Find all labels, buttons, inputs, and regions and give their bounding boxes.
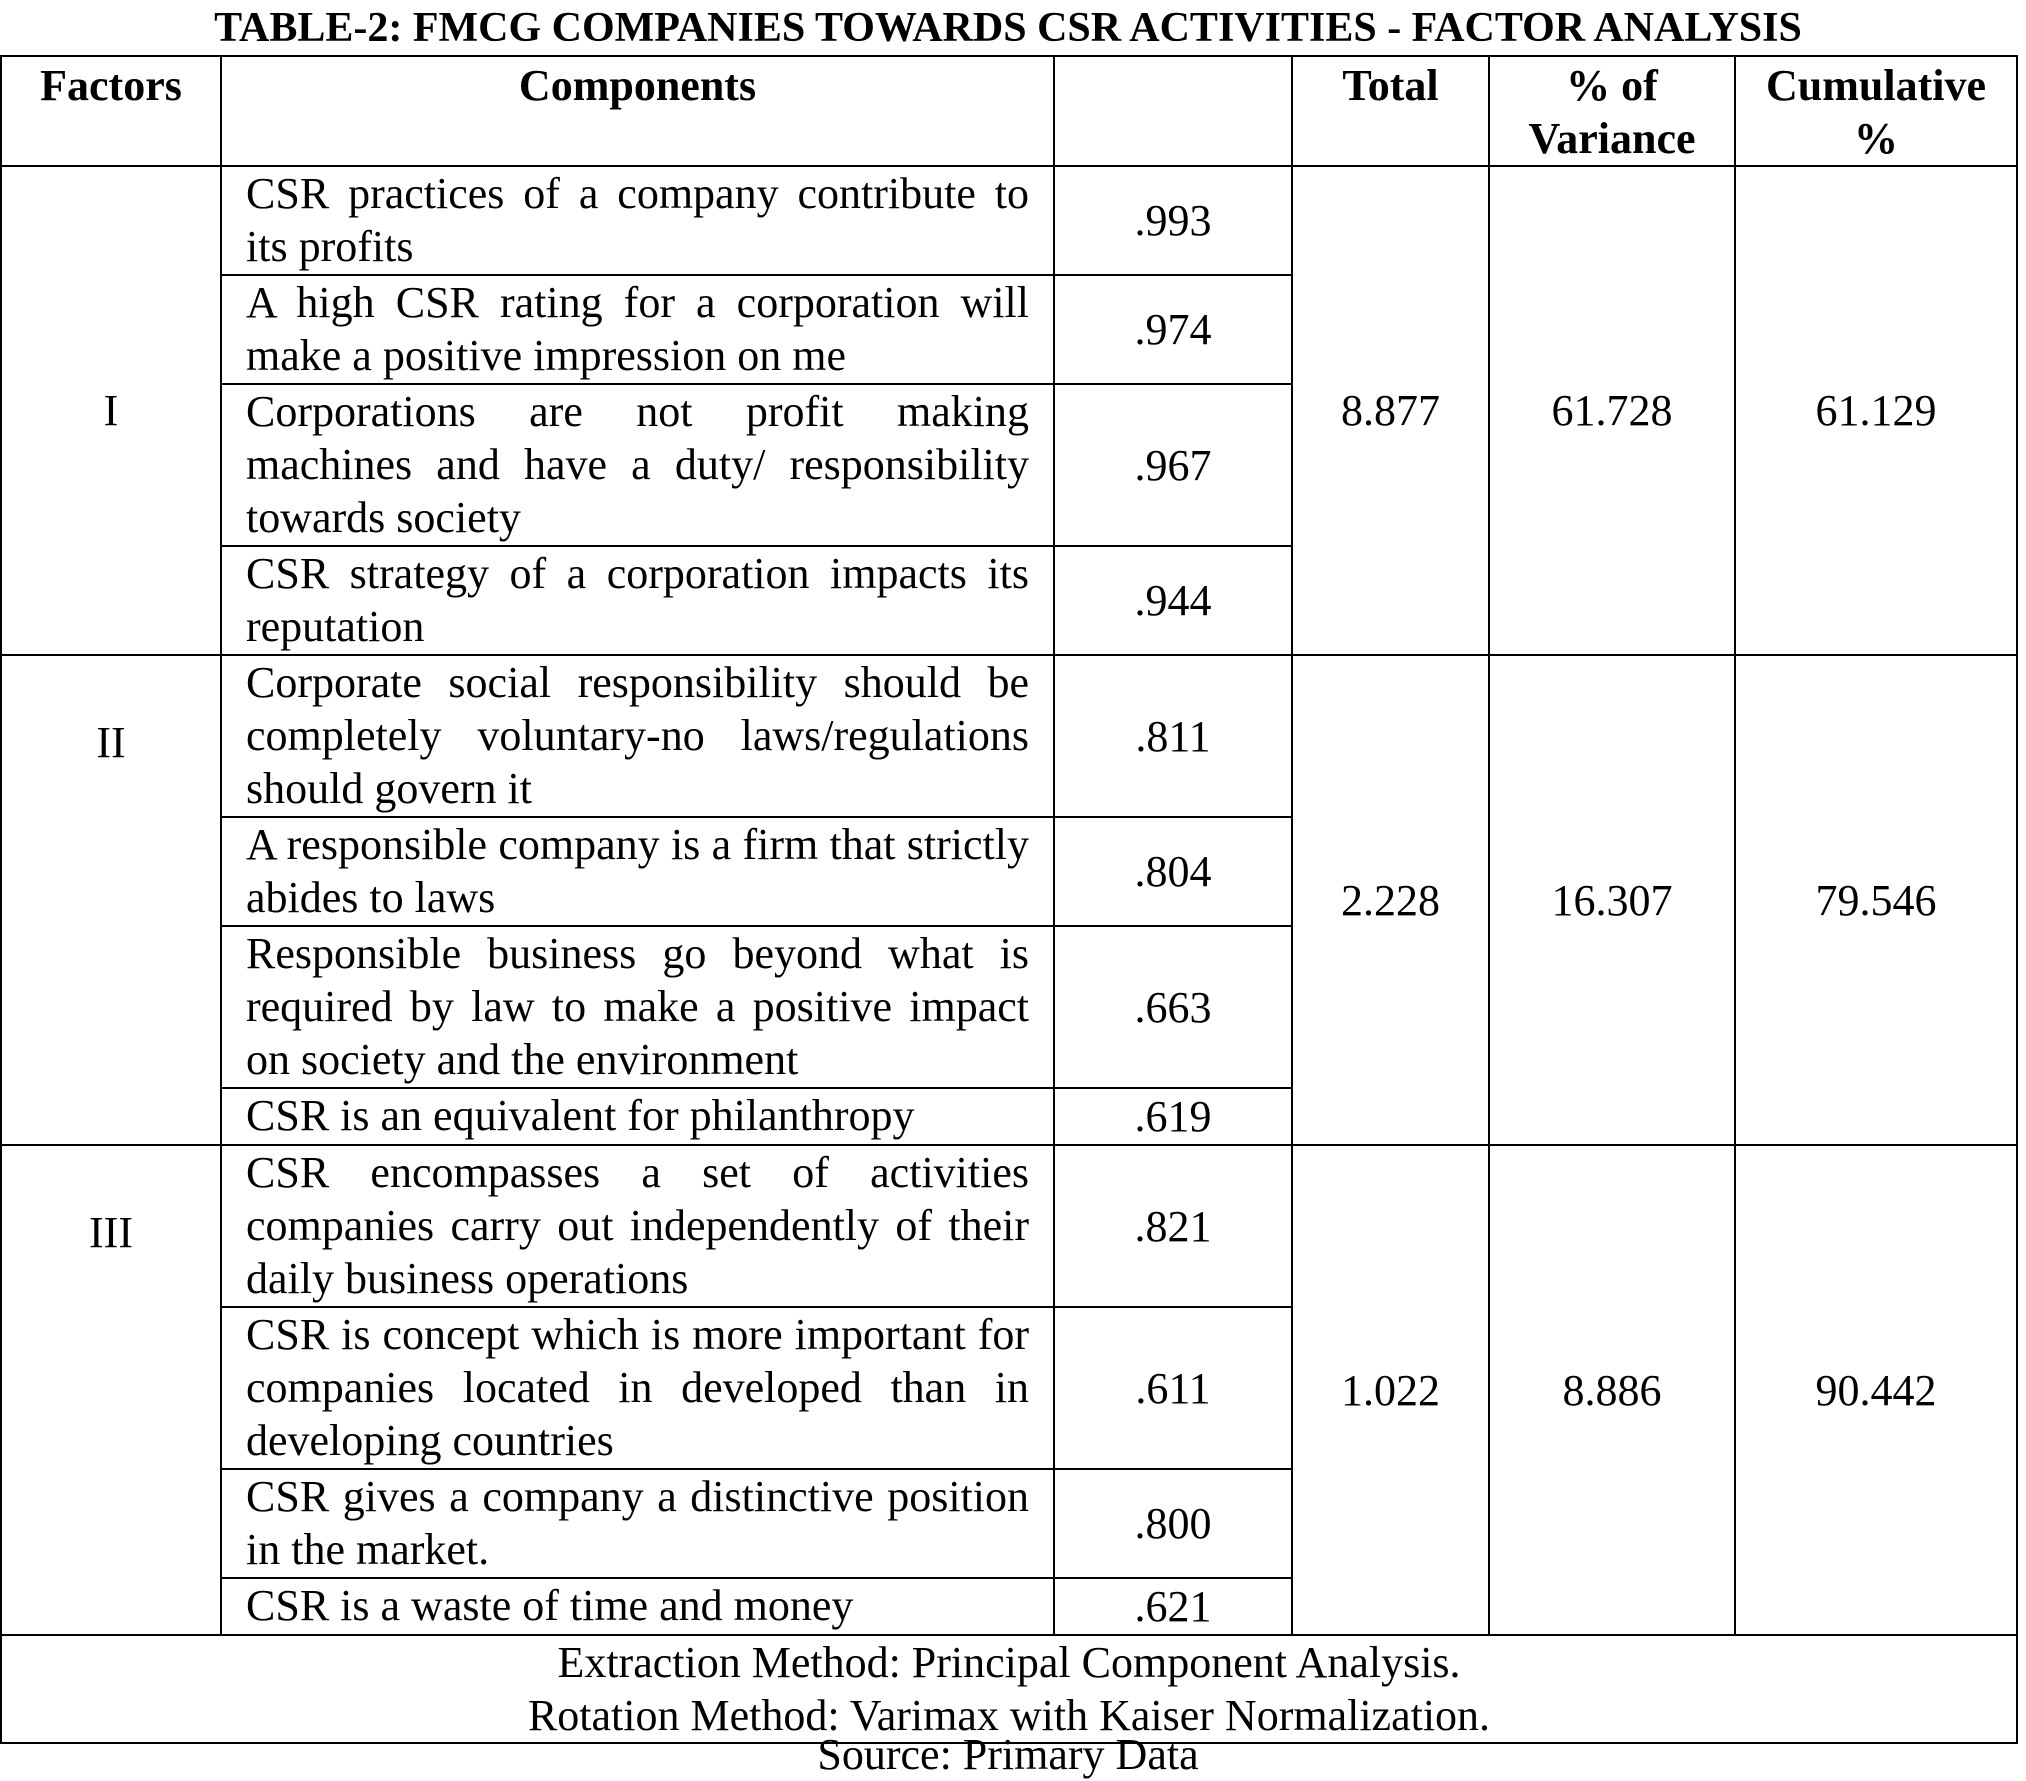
header-variance-line1: % of [1566,61,1658,110]
factor-total: 1.022 [1292,1145,1489,1635]
component-text: Corporations are not profit making machines and have a duty/ responsibility towards society [221,384,1054,546]
component-loading: .663 [1054,926,1292,1088]
factor-total: 8.877 [1292,166,1489,655]
component-text: CSR is a waste of time and money [221,1578,1054,1635]
header-cumulative [1735,56,2017,166]
table-row [1,166,2017,275]
component-loading: .967 [1054,384,1292,546]
component-text: A high CSR rating for a corporation will make a positive impression on me [221,275,1054,384]
rotation-method-note: Rotation Method: Varimax with Kaiser Normalization. [527,1691,1491,1740]
factor-label: I [1,166,221,655]
factor-label: II [1,655,221,1145]
component-text: Responsible business go beyond what is required by law to make a positive impact on society and the environment [221,926,1054,1088]
table-footer-row [1,1635,2017,1743]
table-footnote [1,1635,2017,1743]
header-variance [1489,56,1735,166]
factor-variance: 16.307 [1489,655,1735,1145]
extraction-method-note: Extraction Method: Principal Component Analysis. [557,1638,1461,1687]
component-loading: .621 [1054,1578,1292,1635]
factor-variance: 8.886 [1489,1145,1735,1635]
component-loading: .800 [1054,1469,1292,1578]
header-loading [1054,56,1292,166]
factor-cumulative: 79.546 [1735,655,2017,1145]
header-cumulative-line1: Cumulative [1766,61,1986,110]
header-variance-line2: Variance [1528,114,1696,163]
factor-variance: 61.728 [1489,166,1735,655]
header-components: Components [221,56,1054,166]
table-row [1,1145,2017,1307]
header-row [1,56,2017,166]
component-text: CSR gives a company a distinctive position in the market. [221,1469,1054,1578]
header-total: Total [1292,56,1489,166]
component-text: Corporate social responsibility should be completely voluntary-no laws/regulations should govern it [221,655,1054,817]
component-loading: .993 [1054,166,1292,275]
component-text: CSR encompasses a set of activities companies carry out independently of their daily business operations [221,1145,1054,1307]
component-loading: .811 [1054,655,1292,817]
component-text: CSR practices of a company contribute to its profits [221,166,1054,275]
factor-cumulative: 61.129 [1735,166,2017,655]
factor-cumulative: 90.442 [1735,1145,2017,1635]
factor-label: III [1,1145,221,1635]
component-loading: .974 [1054,275,1292,384]
component-loading: .619 [1054,1088,1292,1145]
factor-total: 2.228 [1292,655,1489,1145]
source-note: Source: Primary Data [817,1730,1199,1779]
component-loading: .944 [1054,546,1292,655]
component-loading: .804 [1054,817,1292,926]
header-factors: Factors [1,56,221,166]
table-title: TABLE-2: FMCG COMPANIES TOWARDS CSR ACTIVITIES - FACTOR ANALYSIS [214,5,1802,51]
component-text: A responsible company is a firm that strictly abides to laws [221,817,1054,926]
component-text: CSR is concept which is more important for companies located in developed than in developing countries [221,1307,1054,1469]
component-loading: .611 [1054,1307,1292,1469]
table-row [1,655,2017,817]
component-loading: .821 [1054,1145,1292,1307]
component-text: CSR strategy of a corporation impacts its reputation [221,546,1054,655]
component-text: CSR is an equivalent for philanthropy [221,1088,1054,1145]
header-cumulative-line2: % [1854,114,1898,163]
factor-analysis-table [0,55,2018,1744]
